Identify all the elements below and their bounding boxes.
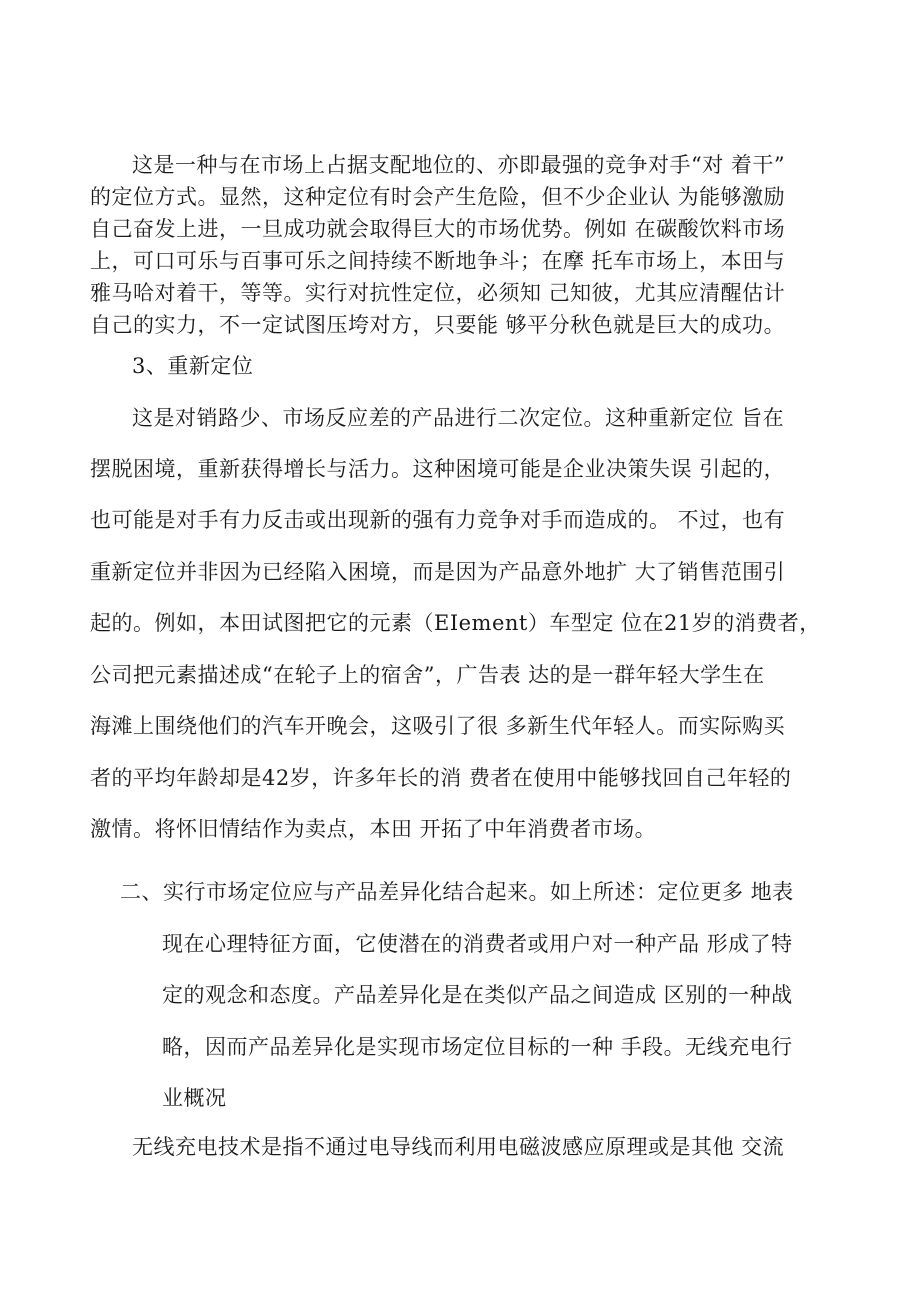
text-line: 上，可口可乐与百事可乐之间持续不断地争斗；在摩 托车市场上，本田与	[90, 249, 786, 273]
text-line: 起的。例如，本田试图把它的元素（EIement）车型定 位在21岁的消费者，	[90, 611, 821, 635]
text-line: 现在心理特征方面，它使潜在的消费者或用户对一种产品 形成了特	[162, 932, 793, 956]
text-line: 的定位方式。显然，这种定位有时会产生危险，但不少企业认 为能够激励	[90, 185, 786, 209]
text-line: 公司把元素描述成“在轮子上的宿舍”，广告表 达的是一群年轻大学生在	[90, 663, 765, 687]
text-line: 也可能是对手有力反击或出现新的强有力竞争对手而造成的。 不过，也有	[90, 508, 786, 532]
section-heading: 3、重新定位	[132, 354, 254, 378]
text-line: 二、实行市场定位应与产品差异化结合起来。如上所述：定位更多 地表	[120, 880, 794, 904]
text-line: 激情。将怀旧情结作为卖点，本田 开拓了中年消费者市场。	[90, 817, 657, 841]
text-line: 重新定位并非因为已经陷入困境，而是因为产品意外地扩 大了销售范围引	[90, 560, 786, 584]
text-line: 略，因而产品差异化是实现市场定位目标的一种 手段。无线充电行	[162, 1035, 793, 1059]
text-line: 业概况	[162, 1086, 227, 1110]
text-line: 自己的实力，不一定试图压垮对方，只要能 够平分秋色就是巨大的成功。	[90, 313, 786, 337]
text-line: 海滩上围绕他们的汽车开晚会，这吸引了很 多新生代年轻人。而实际购买	[90, 714, 786, 738]
text-line: 这是对销路少、市场反应差的产品进行二次定位。这种重新定位 旨在	[132, 406, 785, 430]
text-line: 摆脱困境，重新获得增长与活力。这种困境可能是企业决策失误 引起的，	[90, 457, 786, 481]
text-line: 雅马哈对着干，等等。实行对抗性定位，必须知 己知彼，尤其应清醒估计	[90, 281, 786, 305]
text-line: 者的平均年龄却是42岁，许多年长的消 费者在使用中能够找回自己年轻的	[90, 766, 792, 790]
text-line: 这是一种与在市场上占据支配地位的、亦即最强的竞争对手“对 着干”	[132, 153, 786, 177]
text-line: 无线充电技术是指不通过电导线而利用电磁波感应原理或是其他 交流	[132, 1135, 785, 1159]
text-line: 自己奋发上进，一旦成功就会取得巨大的市场优势。例如 在碳酸饮料市场	[90, 217, 786, 241]
text-line: 定的观念和态度。产品差异化是在类似产品之间造成 区别的一种战	[162, 983, 793, 1007]
